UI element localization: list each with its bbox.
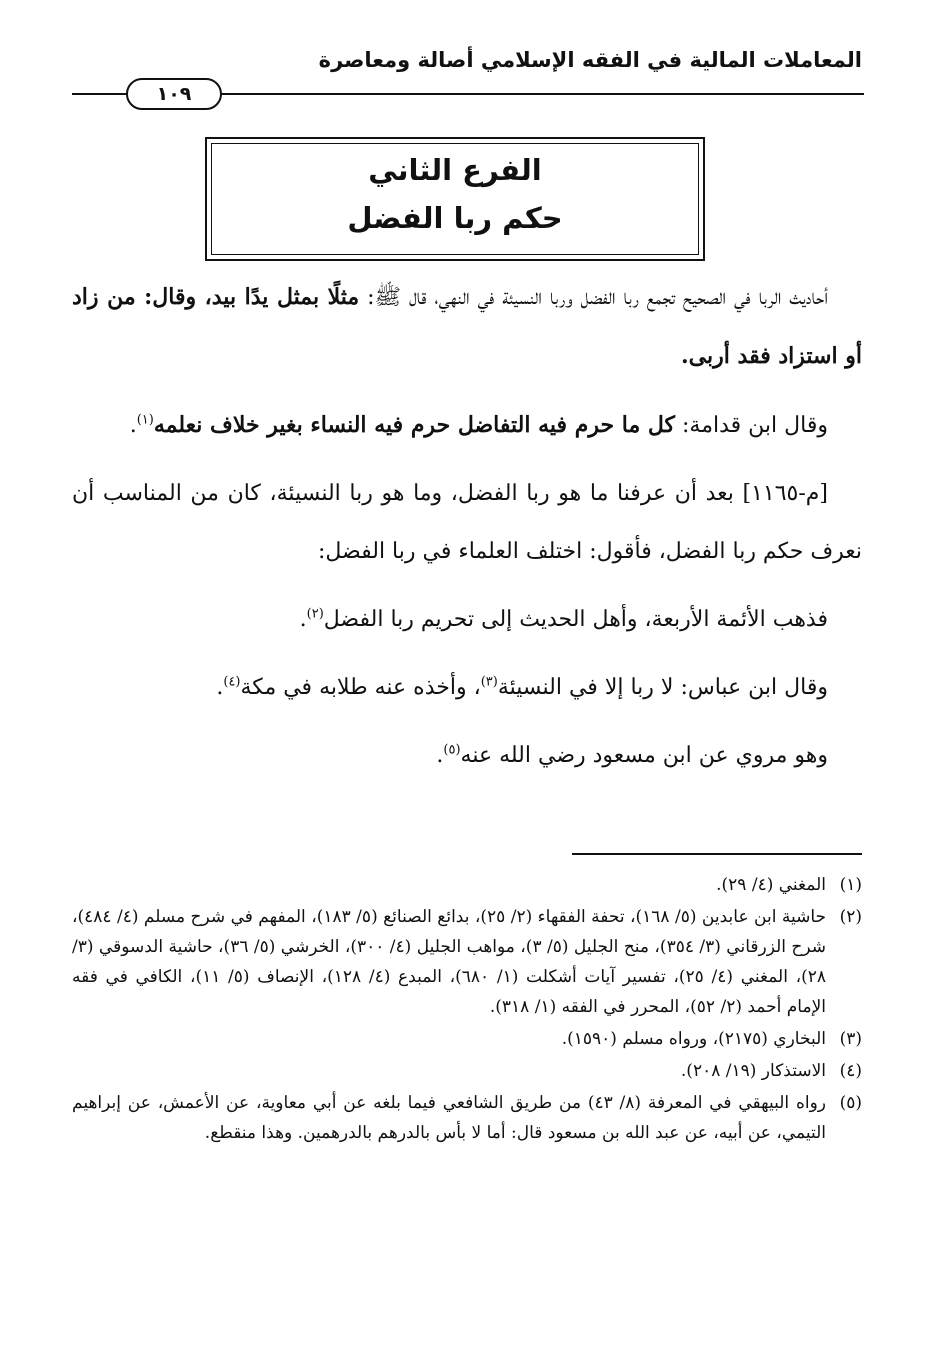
paragraph-5-end: . <box>216 675 224 700</box>
footnotes <box>72 870 862 1150</box>
section-title: الفرع الثاني <box>368 153 542 187</box>
paragraph-1-text: أحاديث الربا في الصحيح تجمع ربا الفضل وربا النسيئة في النهي، قال ﷺ: <box>359 285 829 310</box>
footnote-text: حاشية ابن عابدين (٥/ ١٦٨)، تحفة الفقهاء (٢/ ٢٥)، بدائع الصنائع (٥/ ١٨٣)، المفهم في شرح مسلم (٤/ ٤٨٤)، شرح الزرقاني (٣/ ٣٥٤)، منح الجليل (٥/ ٣)، مواهب الجليل (٤/ ٣٠٠)، الخرشي (٥/ ٣٦)، حاشية الدسوقي (٣/ ٢٨)، المغني (٤/ ٢٥)، تفسير آيات أشكلت (١/ ٦٨٠)، المبدع (٤/ ١٢٨)، الإنصاف (٥/ ١١)، الكافي في فقه الإمام أحمد (٢/ ٥٢)، المحرر في الفقه (١/ ٣١٨). <box>72 907 827 1017</box>
paragraph-5-text: وقال ابن عباس: لا ربا إلا في النسيئة <box>497 675 828 700</box>
paragraph-1 <box>72 268 862 386</box>
running-header: المعاملات المالية في الفقه الإسلامي أصالة ومعاصرة <box>318 48 862 72</box>
footnote-text: المغني (٤/ ٢٩). <box>716 875 826 895</box>
paragraph-5 <box>72 659 862 717</box>
section-subtitle: حكم ربا الفضل <box>347 201 563 235</box>
footnote-number: (٤) <box>839 1061 862 1081</box>
paragraph-4-end: . <box>299 607 307 632</box>
footnote-item <box>72 1088 862 1148</box>
paragraph-5-mid: ، وأخذه عنه طلابه في مكة <box>240 675 481 700</box>
footnote-text: رواه البيهقي في المعرفة (٨/ ٤٣) من طريق الشافعي فيما بلغه عن أبي معاوية، عن الأعمش، عن إبراهيم التيمي، عن أبيه، عن عبد الله بن مسعود قال: أما لا بأس بالدرهم بالدرهمين. وهذا منقطع. <box>72 1093 826 1143</box>
section-title-box <box>205 137 705 261</box>
footnote-ref-1[interactable]: (١) <box>136 412 154 428</box>
footnote-text: الاستذكار (١٩/ ٢٠٨). <box>680 1061 826 1081</box>
footnote-item <box>72 1056 862 1086</box>
footnote-number: (٣) <box>839 1029 862 1049</box>
footnote-ref-2[interactable]: (٢) <box>306 606 324 622</box>
main-text <box>72 268 862 795</box>
footnote-ref-3[interactable]: (٣) <box>480 674 498 690</box>
footnote-number: (١) <box>839 875 862 895</box>
paragraph-2-end: . <box>129 413 137 438</box>
footnote-item <box>72 902 862 1022</box>
paragraph-6-text: وهو مروي عن ابن مسعود رضي الله عنه <box>460 743 828 768</box>
paragraph-6 <box>72 727 862 785</box>
footnote-ref-5[interactable]: (٥) <box>443 742 461 758</box>
paragraph-4-text: فذهب الأئمة الأربعة، وأهل الحديث إلى تحريم ربا الفضل <box>323 607 828 632</box>
paragraph-2 <box>72 396 862 455</box>
paragraph-1-quote: مثلًا بمثل يدًا بيد، وقال: من زاد أو استزاد فقد أربى. <box>72 284 862 369</box>
paragraph-6-end: . <box>436 743 444 768</box>
footnote-text: البخاري (٢١٧٥)، ورواه مسلم (١٥٩٠). <box>561 1029 826 1049</box>
footnote-item <box>72 1024 862 1054</box>
paragraph-3: [م-١١٦٥] بعد أن عرفنا ما هو ربا الفضل، وما هو ربا النسيئة، كان من المناسب أن نعرف حكم ربا الفضل، فأقول: اختلف العلماء في ربا الفضل: <box>72 481 862 564</box>
page-number: ١٠٩ <box>126 78 222 110</box>
footnote-separator <box>572 853 862 855</box>
paragraph-4 <box>72 591 862 649</box>
footnote-item <box>72 870 862 900</box>
footnote-number: (٥) <box>839 1093 862 1113</box>
paragraph-2-text: وقال ابن قدامة: <box>675 413 828 438</box>
paragraph-2-quote: كل ما حرم فيه التفاضل حرم فيه النساء بغير خلاف نعلمه <box>153 412 676 438</box>
footnote-ref-4[interactable]: (٤) <box>223 674 241 690</box>
footnote-number: (٢) <box>839 907 862 927</box>
